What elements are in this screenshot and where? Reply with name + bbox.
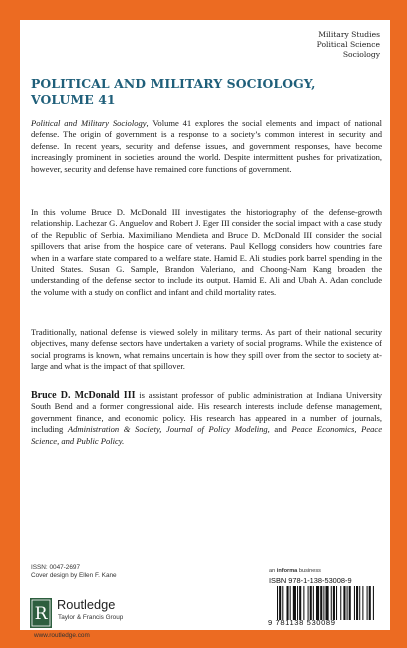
- publisher-website-link[interactable]: www.routledge.com: [34, 632, 90, 639]
- cover-design-credit: Cover design by Ellen F. Kane: [31, 572, 117, 579]
- isbn-number: ISBN 978-1-138-53008-9: [269, 576, 352, 585]
- informa-business-label: [269, 568, 321, 574]
- cover-content-panel: [20, 20, 390, 639]
- description-paragraph-1-text: , Volume 41 explores the social elements and impact of national defense. The origin of government is a response to a society’s common interest in security and defense. In recent years, security and defense issues, and government responses, have become increasingly prominent in societies around the world. Despite intermittent pushes for privatization, however, security and defense have remained core functions of government.: [31, 118, 382, 174]
- author-name: Bruce D. McDonald III: [31, 390, 136, 401]
- description-paragraph-3: [31, 327, 382, 373]
- informa-brand: informa: [276, 568, 298, 574]
- routledge-logo-icon: [30, 598, 52, 628]
- description-paragraph-2-text: In this volume Bruce D. McDonald III investigates the historiography of the defense-growth relationship. Lachezar G. Anguelov and Robert J. Eger III consider the social impact with a case study of the Republic of Serbia. Maximiliano Mendieta and Bruce D. McDonald III consider the social spillovers that arise from the hospice care of veterans. Paul Kellogg considers how countries fare when in a warfare state compared to a welfare state. Hamid E. Ali studies pork barrel spending in the United States. Susan G. Sample, Brandon Valeriano, and Choong-Nam Kang broaden the understanding of the defense sector to include its output. Hamid E. Ali and Ubah A. Adan conclude the volume with a study on conflict and infant and child mortality rates.: [31, 207, 382, 297]
- category-military-studies: Military Studies: [318, 30, 380, 39]
- publisher-tagline: Taylor & Francis Group: [58, 614, 124, 621]
- category-political-science: Political Science: [316, 40, 380, 49]
- author-bio-journal-2: Peace Economics, Peace Science, and Public Policy.: [31, 424, 383, 446]
- author-bio-journal-1: Administration & Society, Journal of Policy Modeling,: [67, 424, 270, 435]
- category-sociology: Sociology: [342, 50, 380, 59]
- author-bio-text-1: is assistant professor of public administration at Indiana University South Bend and a former congressional aide. His research interests include defense management, government finance, and economic policy. His research has appeared in a number of journals, including: [31, 390, 383, 435]
- description-paragraph-1: [31, 118, 382, 175]
- publisher-name: Routledge: [57, 597, 116, 612]
- author-bio-text-2: and: [269, 424, 292, 435]
- book-title: [31, 76, 381, 108]
- series-title-italic: Political and Military Sociology: [31, 118, 147, 128]
- informa-suffix: business: [297, 568, 321, 574]
- subject-categories: [317, 30, 380, 60]
- description-paragraph-2: [31, 207, 382, 298]
- author-bio: [31, 390, 382, 447]
- book-title-line2: VOLUME 41: [31, 92, 116, 107]
- description-paragraph-3-text: Traditionally, national defense is viewed solely in military terms. As part of their national security objectives, many defense sectors have undertaken a variety of social programs. While the existence of social programs is known, what remains uncertain is how they spill over from the sector to society at-large and what is the impact of that spillover.: [31, 327, 382, 372]
- issn-number: ISSN: 0047-2697: [31, 564, 81, 571]
- barcode-digits: 9 781138 530089: [268, 618, 336, 627]
- svg-text:R: R: [34, 604, 48, 624]
- informa-prefix: an: [269, 568, 277, 574]
- issn-block: [31, 564, 117, 580]
- barcode-image: [277, 586, 375, 620]
- book-title-line1: POLITICAL AND MILITARY SOCIOLOGY,: [31, 76, 316, 91]
